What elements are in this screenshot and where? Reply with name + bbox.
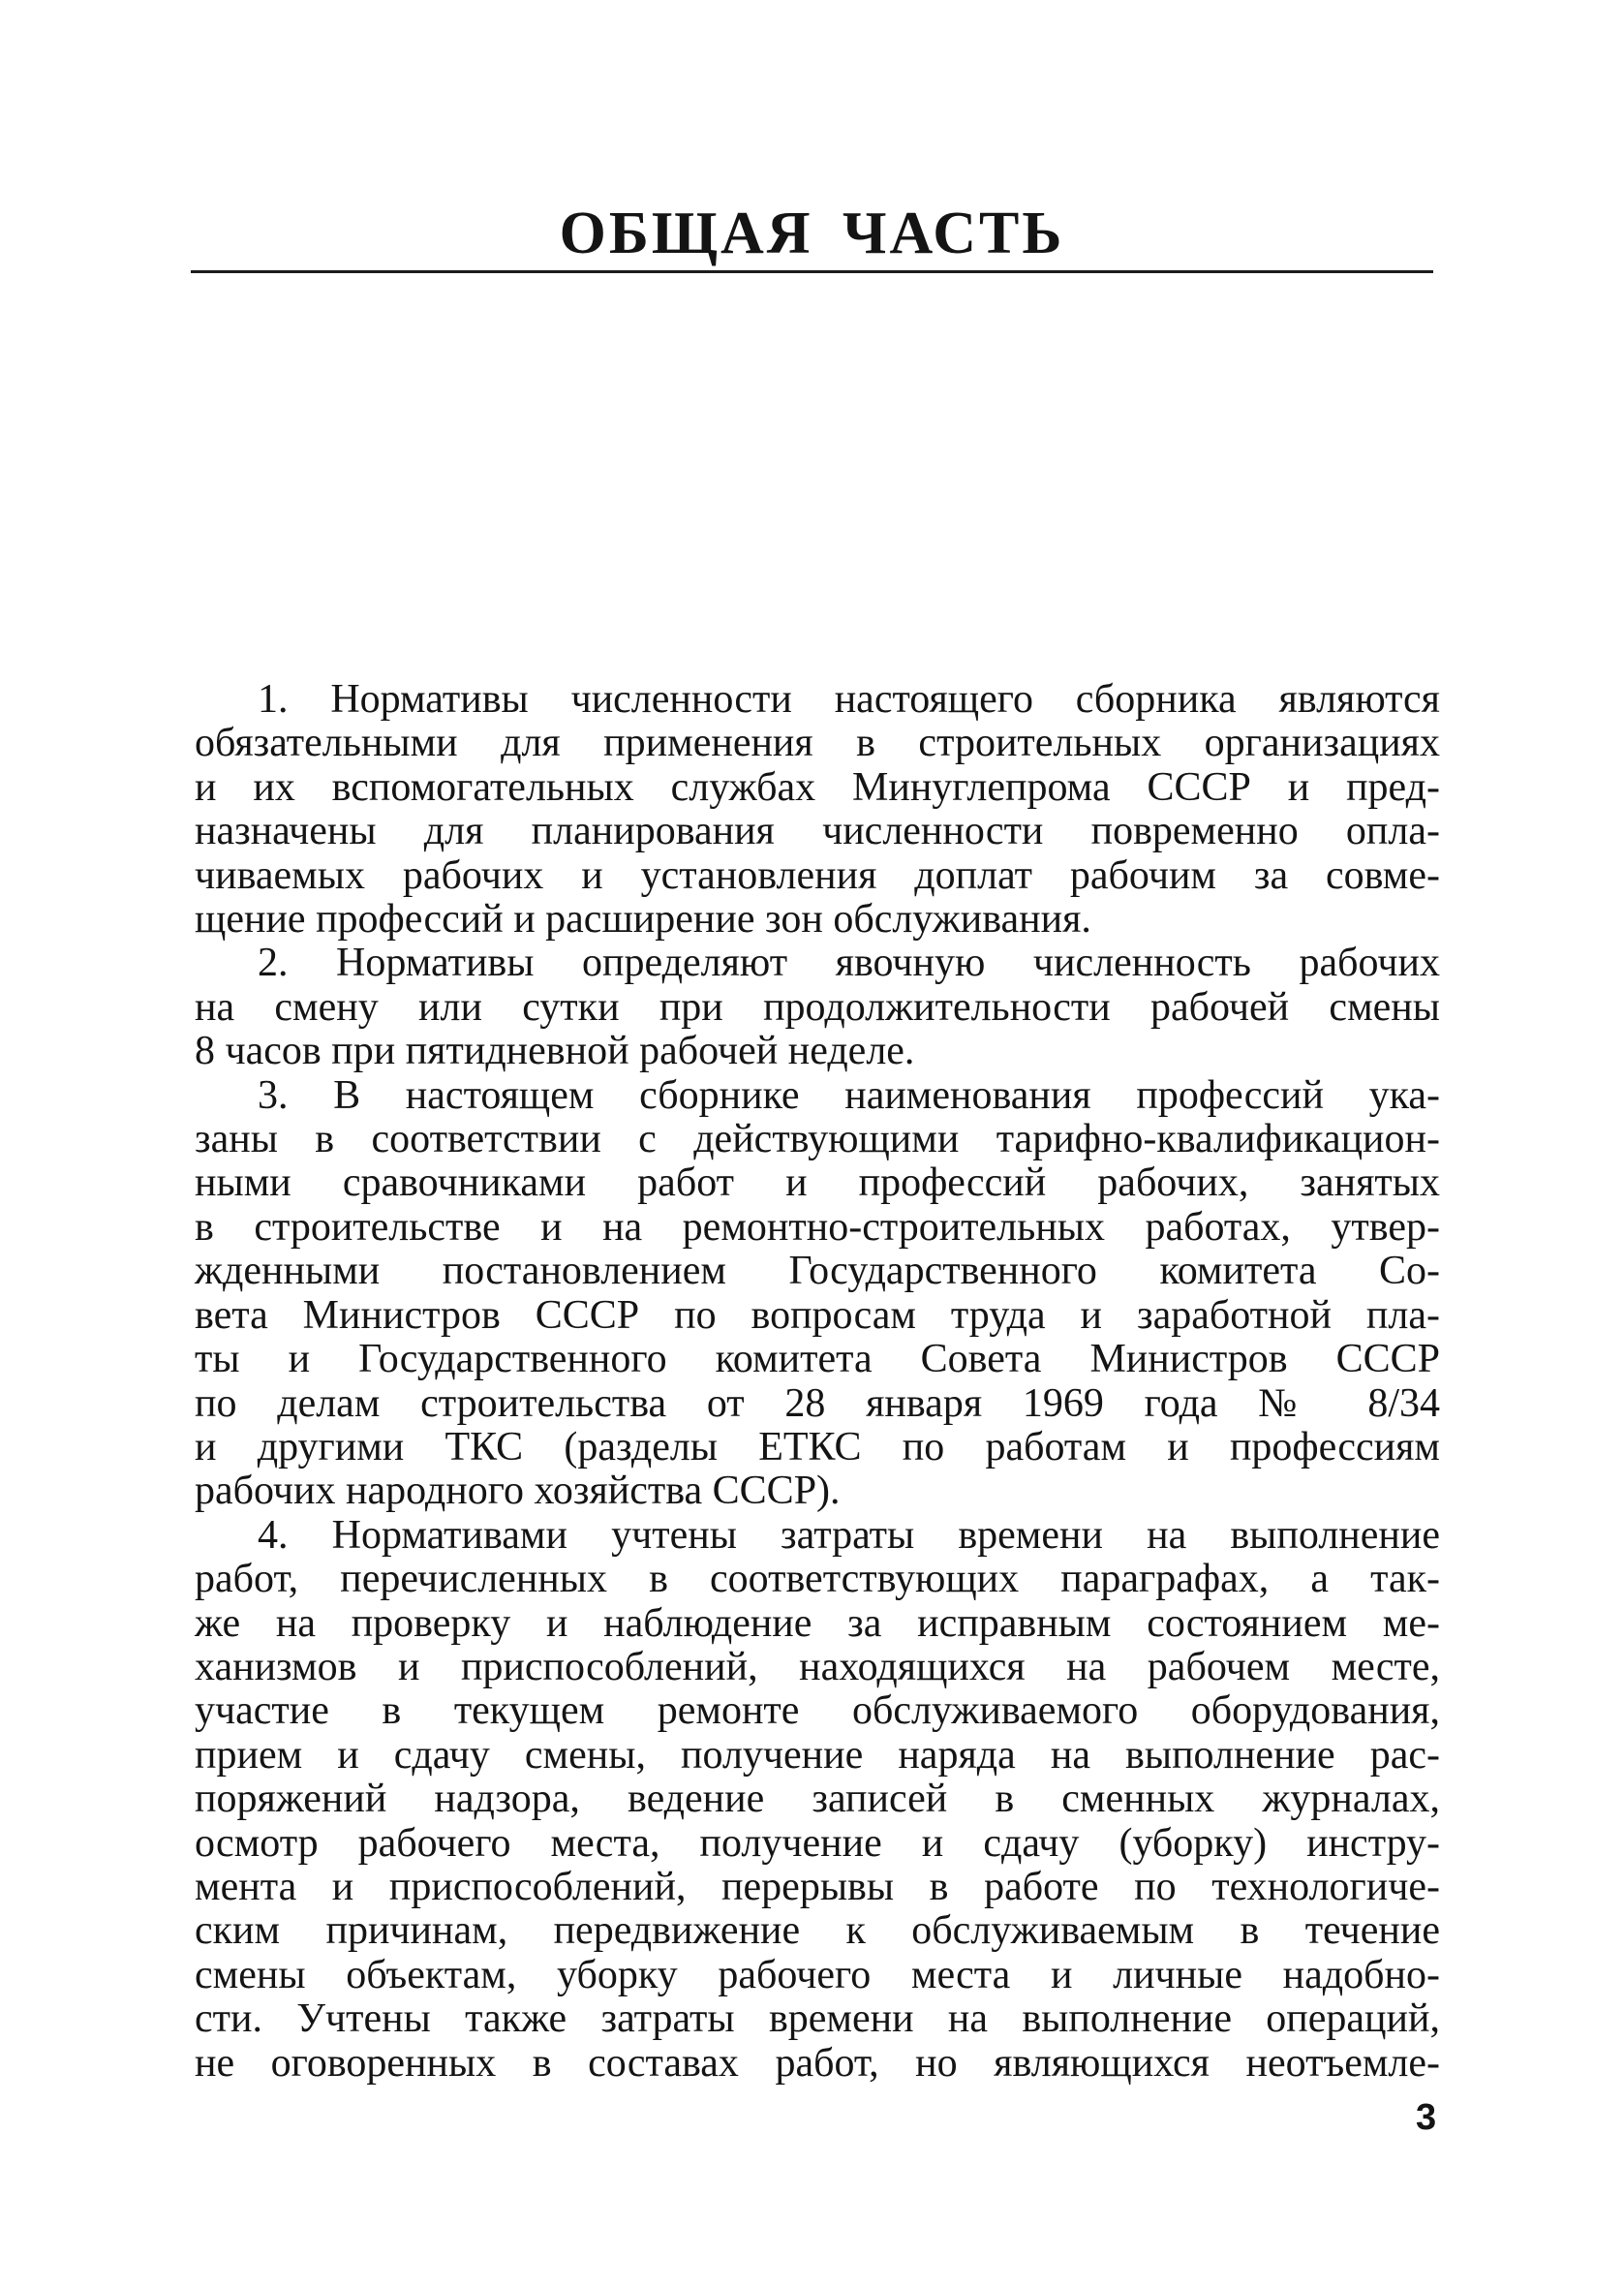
text-line: по делам строительства от 28 января 1969 года № 8/34	[195, 1380, 1440, 1426]
text-line: 2. Нормативы определяют явочную численность рабочих	[258, 941, 1440, 986]
text-line: работ, перечисленных в соответствующих параграфах, а так-	[195, 1557, 1440, 1602]
text-line: мента и приспособлений, перерывы в работе по технологиче-	[195, 1864, 1440, 1909]
page-number: 3	[1416, 2097, 1437, 2138]
text-line: заны в соответствии с действующими тарифно-квалификацион-	[195, 1117, 1440, 1162]
text-line: 8 часов при пятидневной рабочей неделе.	[195, 1029, 915, 1074]
text-line: обязательными для применения в строительных организациях	[195, 721, 1440, 766]
text-line: в строительстве и на ремонтно-строительных работах, утвер-	[195, 1204, 1440, 1250]
text-line: 1. Нормативы численности настоящего сборника являются	[258, 677, 1440, 722]
page-title: ОБЩАЯ ЧАСТЬ	[559, 200, 1065, 266]
text-line: осмотр рабочего места, получение и сдачу (уборку) инстру-	[195, 1820, 1440, 1866]
text-line: ными сравочниками работ и профессий рабочих, занятых	[195, 1160, 1440, 1206]
text-line: назначены для планирования численности повременно опла-	[195, 809, 1440, 854]
text-line: ханизмов и приспособлений, находящихся на рабочем месте,	[195, 1644, 1440, 1689]
text-line: участие в текущем ремонте обслуживаемого оборудования,	[195, 1688, 1440, 1734]
text-line: смены объектам, уборку рабочего места и личные надобно-	[195, 1952, 1440, 1997]
text-line: не оговоренных в составах работ, но являющихся неотъемле-	[195, 2040, 1440, 2086]
text-line: сти. Учтены также затраты времени на выполнение операций,	[195, 1996, 1440, 2042]
text-line: вета Министров СССР по вопросам труда и заработной пла-	[195, 1292, 1440, 1338]
text-line: же на проверку и наблюдение за исправным состоянием ме-	[195, 1600, 1440, 1646]
text-line: щение профессий и расширение зон обслуживания.	[195, 897, 1091, 943]
body-text	[195, 678, 1440, 2086]
paragraph-2	[195, 942, 1440, 1073]
text-line: рабочих народного хозяйства СССР).	[195, 1469, 841, 1514]
text-line: прием и сдачу смены, получение наряда на выполнение рас-	[195, 1732, 1440, 1778]
text-line: чиваемых рабочих и установления доплат рабочим за совме-	[195, 852, 1440, 898]
text-line: 4. Нормативами учтены затраты времени на выполнение	[258, 1512, 1440, 1558]
title-divider	[191, 270, 1433, 273]
text-line: и их вспомогательных службах Минуглепрома СССР и пред-	[195, 764, 1440, 810]
paragraph-3	[195, 1074, 1440, 1514]
text-line: 3. В настоящем сборнике наименования профессий ука-	[258, 1072, 1440, 1118]
paragraph-1	[195, 678, 1440, 942]
text-line: ты и Государственного комитета Совета Министров СССР	[195, 1337, 1440, 1382]
text-line: жденными постановлением Государственного комитета Со-	[195, 1249, 1440, 1294]
text-line: на смену или сутки при продолжительности рабочей смены	[195, 984, 1440, 1030]
text-line: и другими ТКС (разделы ЕТКС по работам и профессиям	[195, 1424, 1440, 1469]
paragraph-4	[195, 1514, 1440, 2086]
text-line: ским причинам, передвижение к обслуживаемым в течение	[195, 1908, 1440, 1954]
text-line: поряжений надзора, ведение записей в сменных журналах,	[195, 1777, 1440, 1822]
